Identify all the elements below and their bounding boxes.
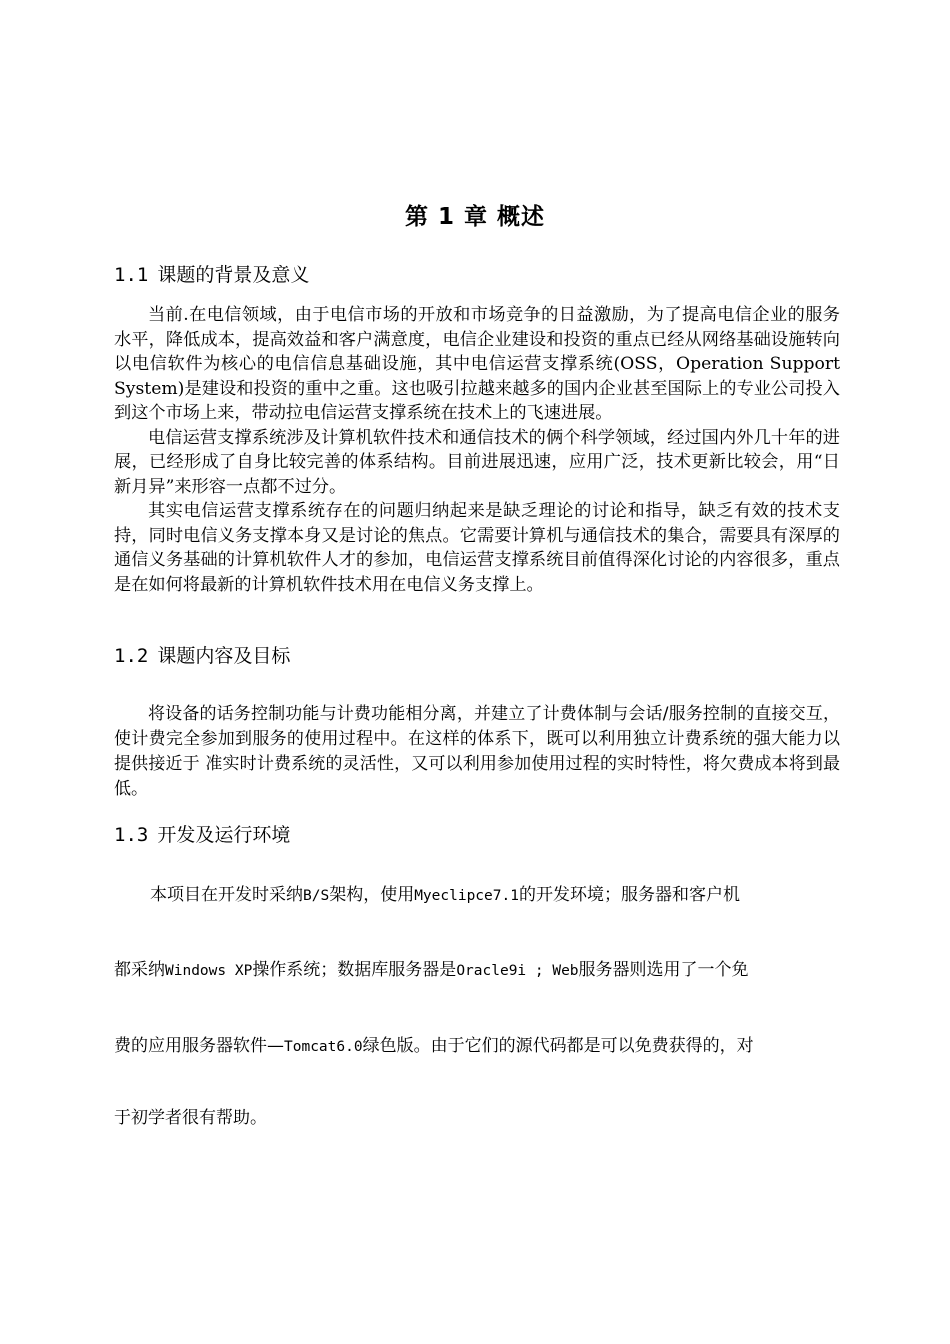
paragraph: 将设备的话务控制功能与计费功能相分离，并建立了计费体制与会话/服务控制的直接交互，使计费完全参加到服务的使用过程中。在这样的体系下，既可以利用独立计费系统的强大能力以提供接近于 准实时计费系统的灵活性，又可以利用参加使用过程的实时特性，将欠费成本将到最低。 <box>114 704 840 799</box>
section-number: 1.1 <box>114 264 149 286</box>
section-number: 1.2 <box>114 645 149 667</box>
section-number: 1.3 <box>114 824 149 846</box>
paragraph: 其实电信运营支撑系统存在的问题归纳起来是缺乏理论的讨论和指导，缺乏有效的技术支持，同时电信义务支撑本身又是讨论的焦点。它需要计算机与通信技术的集合，需要具有深厚的通信义务基础的计算机软件人才的参加，电信运营支撑系统目前值得深化讨论的内容很多，重点是在如何将最新的计算机软件技术用在电信义务支撑上。 <box>114 501 840 595</box>
section-title: 开发及运行环境 <box>157 824 291 846</box>
section-heading-1-1 <box>114 262 309 288</box>
section-1-1-body <box>114 303 840 597</box>
section-heading-1-3 <box>114 822 290 848</box>
chapter-title: 第 1 章 概述 <box>404 204 546 230</box>
env-line: 费的应用服务器软件—Tomcat6.0绿色版。由于它们的源代码都是可以免费获得的，对 <box>114 1036 754 1056</box>
section-title: 课题内容及目标 <box>157 645 291 667</box>
section-heading-1-2 <box>114 643 290 669</box>
env-line: 于初学者很有帮助。 <box>114 1108 267 1128</box>
section-title: 课题的背景及意义 <box>157 264 310 286</box>
paragraph: 电信运营支撑系统涉及计算机软件技术和通信技术的俩个科学领域，经过国内外几十年的进展，已经形成了自身比较完善的体系结构。目前进展迅速，应用广泛，技术更新比较会，用“日新月异”来形容一点都不过分。 <box>114 427 840 497</box>
env-line: 本项目在开发时采纳B/S架构，使用Myeclipce7.1的开发环境；服务器和客户机 <box>150 885 740 905</box>
section-1-2-body <box>114 702 840 802</box>
env-line: 都采纳Windows XP操作系统；数据库服务器是Oracle9i ; Web服务器则选用了一个免 <box>114 960 749 980</box>
paragraph: 当前.在电信领域，由于电信市场的开放和市场竞争的日益激励，为了提高电信企业的服务水平，降低成本，提高效益和客户满意度，电信企业建设和投资的重点已经从网络基础设施转向以电信软件为核心的电信信息基础设施，其中电信运营支撑系统(OSS，Operation Support System)是建设和投资的重中之重。这也吸引拉越来越多的国内企业甚至国际上的专业公司投入到这个市场上来，带动拉电信运营支撑系统在技术上的飞速进展。 <box>114 305 840 423</box>
